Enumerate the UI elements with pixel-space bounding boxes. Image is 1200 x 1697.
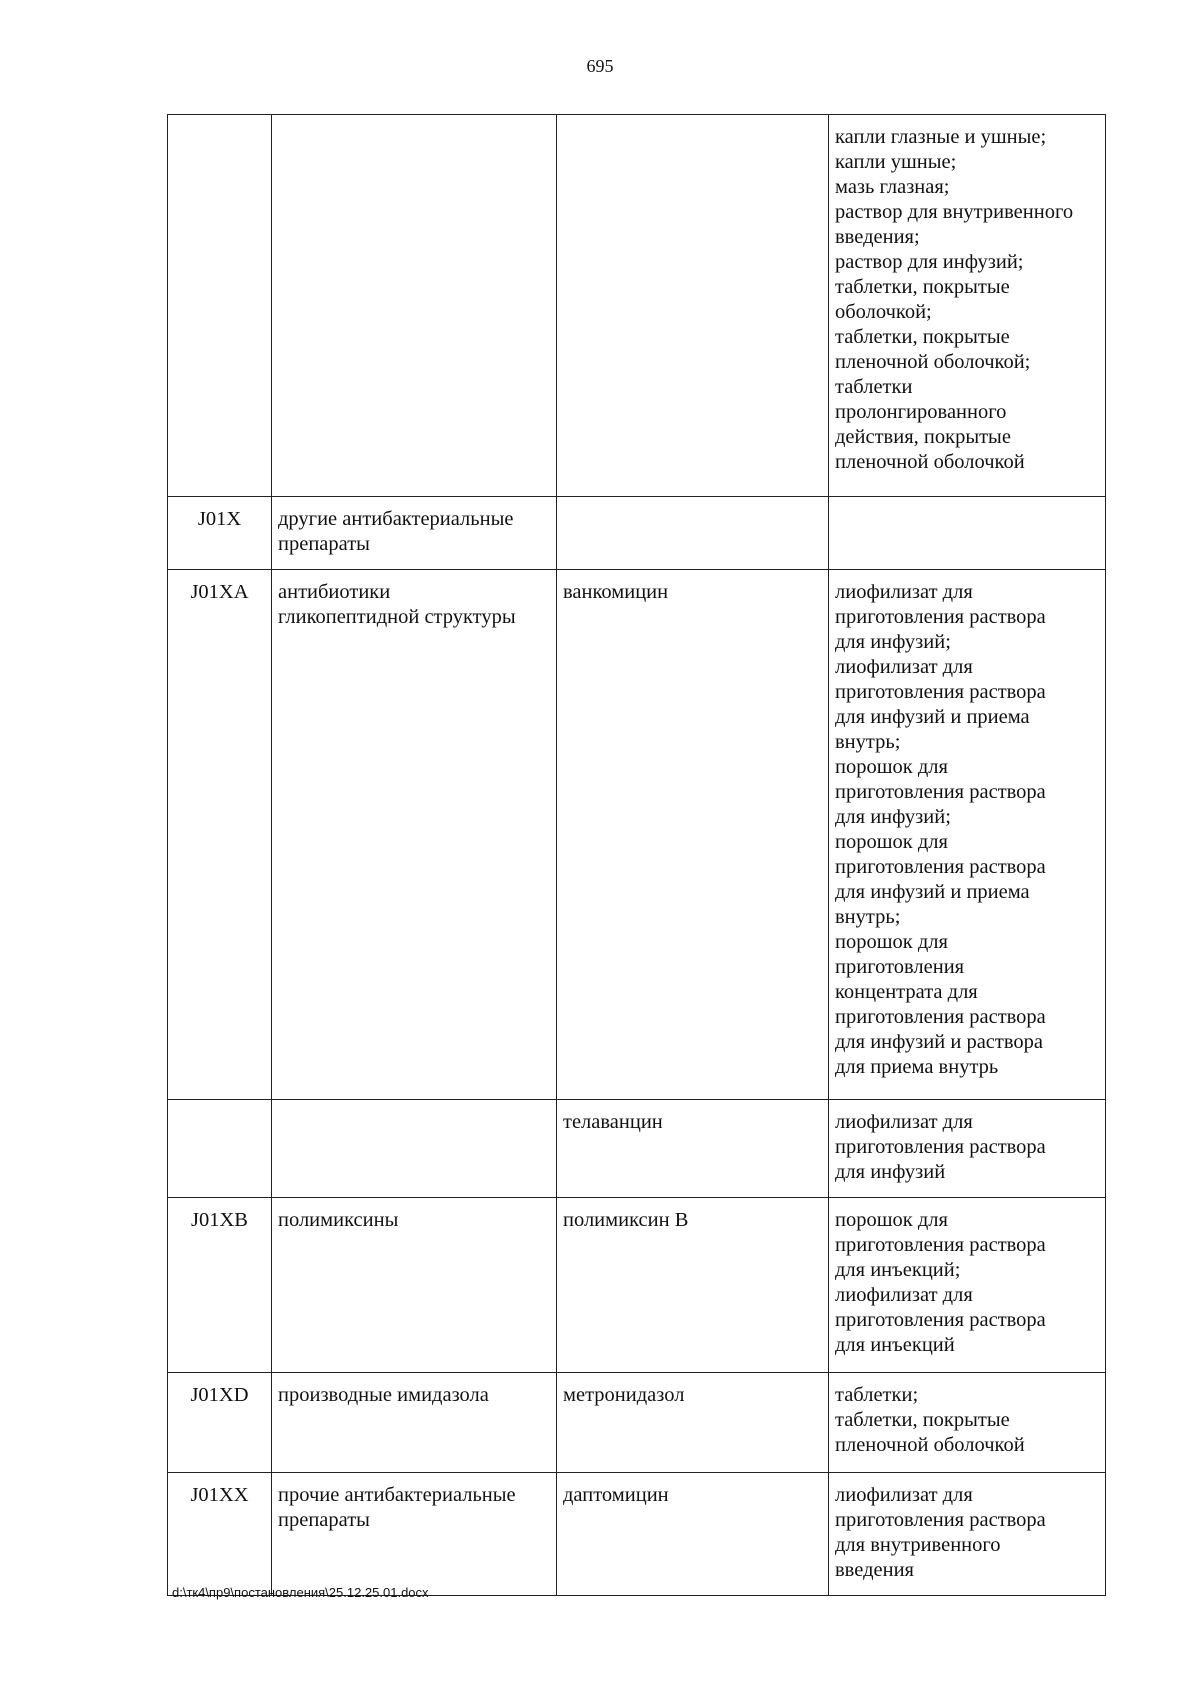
pharmacological-group-cell [272,1373,557,1473]
drug-name-line: телаванцин [563,1111,663,1133]
dosage-forms-cell [829,1100,1106,1198]
dosage-forms-line: таблетки, покрытые [835,1409,1010,1431]
atc-code-cell: J01XA [168,570,272,1100]
pharmacological-group-line: гликопептидной структуры [278,606,516,628]
dosage-forms-line: для инъекций [835,1334,955,1356]
pharmacological-group-cell [272,497,557,570]
dosage-forms-line: для инфузий; [835,631,951,653]
drug-name-cell [557,497,829,570]
table-row [168,115,1106,497]
dosage-forms-line: концентрата для [835,981,978,1003]
dosage-forms-line: приготовления раствора [835,1309,1046,1331]
dosage-forms-cell [829,1473,1106,1596]
dosage-forms-line: приготовления раствора [835,781,1046,803]
dosage-forms-line: приготовления раствора [835,1234,1046,1256]
dosage-forms-line: для инфузий и приема [835,881,1030,903]
pharmacological-group-line: препараты [278,533,370,555]
drug-name-line: даптомицин [563,1484,669,1506]
table-row [168,570,1106,1100]
dosage-forms-line: пленочной оболочкой [835,1434,1025,1456]
dosage-forms-line: капли ушные; [835,151,957,173]
dosage-forms-line: для приема внутрь [835,1056,999,1078]
page-number: 695 [586,56,614,76]
dosage-forms-cell [829,115,1106,497]
dosage-forms-line: лиофилизат для [835,581,973,603]
pharmacological-group-cell [272,570,557,1100]
dosage-forms-line: внутрь; [835,906,901,928]
dosage-forms-line: для инфузий и приема [835,706,1030,728]
dosage-forms-line: таблетки, покрытые [835,326,1010,348]
table-row [168,1473,1106,1596]
dosage-forms-line: приготовления [835,956,965,978]
atc-code-cell [168,1100,272,1198]
dosage-forms-line: лиофилизат для [835,1484,973,1506]
dosage-forms-line: введения [835,1559,914,1581]
dosage-forms-cell [829,1373,1106,1473]
pharmacological-group-line: антибиотики [278,581,391,603]
dosage-forms-line: порошок для [835,1209,948,1231]
dosage-forms-line: действия, покрытые [835,426,1011,448]
dosage-forms-line: порошок для [835,931,948,953]
dosage-forms-line: таблетки; [835,1384,919,1406]
dosage-forms-line: мазь глазная; [835,176,950,198]
table-row [168,497,1106,570]
dosage-forms-line: раствор для инфузий; [835,251,1024,273]
dosage-forms-line: оболочкой; [835,301,932,323]
pharmacological-group-line: прочие антибактериальные [278,1484,516,1506]
dosage-forms-line: для внутривенного [835,1534,1001,1556]
dosage-forms-line: порошок для [835,831,948,853]
dosage-forms-line: для инъекций; [835,1259,961,1281]
drug-name-cell [557,570,829,1100]
dosage-forms-cell [829,497,1106,570]
pharmacological-group-cell [272,1198,557,1373]
drug-name-cell [557,115,829,497]
dosage-forms-line: пленочной оболочкой [835,451,1025,473]
dosage-forms-line: приготовления раствора [835,1509,1046,1531]
atc-code-cell: J01XX [168,1473,272,1596]
dosage-forms-line: для инфузий; [835,806,951,828]
dosage-forms-line: для инфузий [835,1161,946,1183]
table-row [168,1100,1106,1198]
dosage-forms-line: пролонгированного [835,401,1007,423]
table-row [168,1373,1106,1473]
footer-file-path: d:\тк4\пр9\постановления\25.12.25.01.docx [172,1585,429,1600]
drug-name-cell [557,1100,829,1198]
dosage-forms-line: лиофилизат для [835,656,973,678]
pharmacological-group-line: производные имидазола [278,1384,489,1406]
drug-name-cell [557,1473,829,1596]
drug-name-line: метронидазол [563,1384,685,1406]
dosage-forms-line: приготовления раствора [835,681,1046,703]
dosage-forms-line: таблетки, покрытые [835,276,1010,298]
atc-code-cell: J01X [168,497,272,570]
atc-code-cell: J01XD [168,1373,272,1473]
drug-name-line: полимиксин В [563,1209,689,1231]
dosage-forms-line: лиофилизат для [835,1284,973,1306]
pharmacological-group-line: препараты [278,1509,370,1531]
drug-name-cell [557,1373,829,1473]
dosage-forms-cell [829,1198,1106,1373]
dosage-forms-line: приготовления раствора [835,1006,1046,1028]
drug-name-line: ванкомицин [563,581,669,603]
pharmacological-group-cell [272,115,557,497]
dosage-forms-line: раствор для внутривенного [835,201,1074,223]
pharmacological-group-cell [272,1100,557,1198]
drug-name-cell [557,1198,829,1373]
drug-table [167,114,1106,1596]
dosage-forms-line: таблетки [835,376,913,398]
pharmacological-group-line: полимиксины [278,1209,399,1231]
dosage-forms-line: лиофилизат для [835,1111,973,1133]
dosage-forms-line: капли глазные и ушные; [835,126,1047,148]
dosage-forms-line: пленочной оболочкой; [835,351,1031,373]
dosage-forms-line: для инфузий и раствора [835,1031,1043,1053]
atc-code-cell [168,115,272,497]
pharmacological-group-cell [272,1473,557,1596]
dosage-forms-line: внутрь; [835,731,901,753]
dosage-forms-cell [829,570,1106,1100]
dosage-forms-line: приготовления раствора [835,606,1046,628]
atc-code-cell: J01XB [168,1198,272,1373]
dosage-forms-line: приготовления раствора [835,856,1046,878]
pharmacological-group-line: другие антибактериальные [278,508,514,530]
dosage-forms-line: приготовления раствора [835,1136,1046,1158]
dosage-forms-line: введения; [835,226,920,248]
dosage-forms-line: порошок для [835,756,948,778]
table-row [168,1198,1106,1373]
